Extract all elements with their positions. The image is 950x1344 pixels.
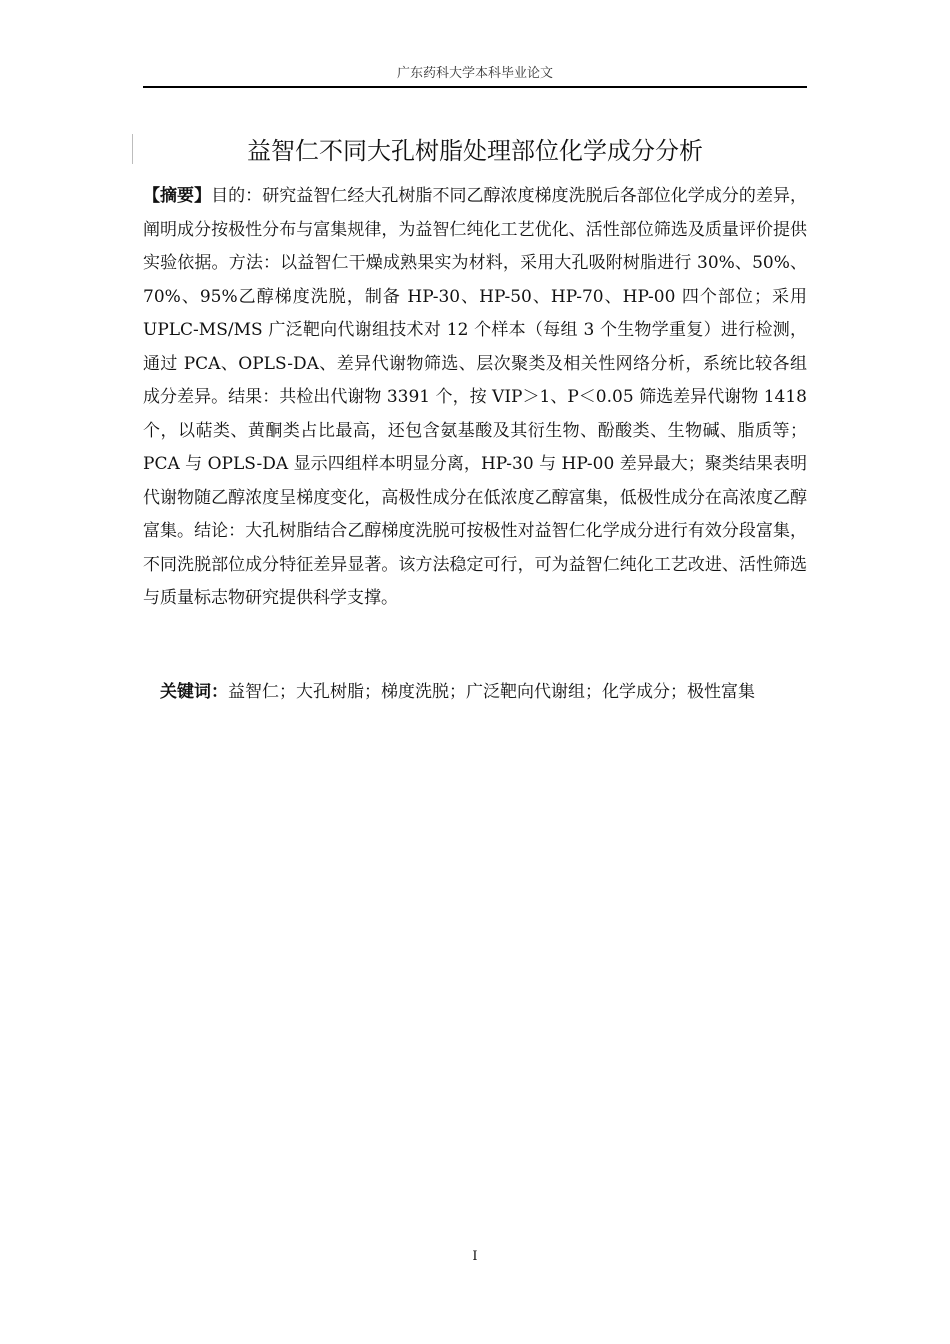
paper-title: 益智仁不同大孔树脂处理部位化学成分分析 (247, 137, 703, 165)
page-header (143, 64, 807, 88)
abstract-body: 目的：研究益智仁经大孔树脂不同乙醇浓度梯度洗脱后各部位化学成分的差异，阐明成分按极性分布与富集规律，为益智仁纯化工艺优化、活性部位筛选及质量评价提供实验依据。方法：以益智仁干燥成熟果实为材料，采用大孔吸附树脂进行 30%、50%、70%、95%乙醇梯度洗脱，制备 HP-30、HP-50、HP-70、HP-00 四个部位；采用 UPLC-MS/MS 广泛靶向代谢组技术对 12 个样本（每组 3 个生物学重复）进行检测，通过 PCA、OPLS-DA、差异代谢物筛选、层次聚类及相关性网络分析，系统比较各组成分差异。结果：共检出代谢物 3391 个，按 VIP＞1、P＜0.05 筛选差异代谢物 1418 个，以萜类、黄酮类占比最高，还包含氨基酸及其衍生物、酚酸类、生物碱、脂质等；PCA 与 OPLS-DA 显示四组样本明显分离，HP-30 与 HP-00 差异最大；聚类结果表明代谢物随乙醇浓度呈梯度变化，高极性成分在低浓度乙醇富集，低极性成分在高浓度乙醇富集。结论：大孔树脂结合乙醇梯度洗脱可按极性对益智仁化学成分进行有效分段富集，不同洗脱部位成分特征差异显著。该方法稳定可行，可为益智仁纯化工艺改进、活性筛选与质量标志物研究提供科学支撑。 (143, 186, 808, 608)
page-number: I (472, 1249, 478, 1264)
keywords-heading: 关键词： (160, 682, 228, 702)
header-text: 广东药科大学本科毕业论文 (396, 66, 553, 81)
abstract-paragraph (143, 180, 807, 616)
margin-mark (132, 134, 133, 164)
keywords-paragraph (143, 676, 807, 710)
keywords-body: 益智仁；大孔树脂；梯度洗脱；广泛靶向代谢组；化学成分；极性富集 (228, 682, 755, 702)
abstract-heading: 【摘要】 (143, 186, 212, 206)
